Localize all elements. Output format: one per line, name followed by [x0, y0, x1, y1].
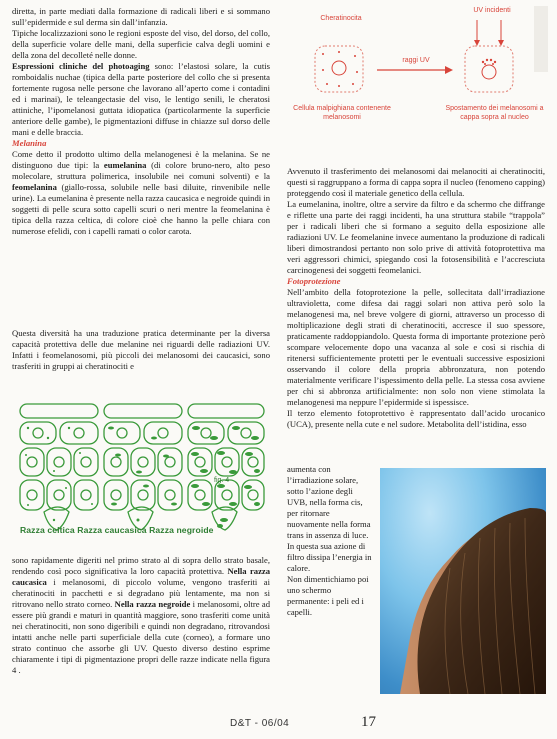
paragraph: Nell’ambito della fotoprotezione la pelle, sollecitata dall’irradiazione ultravioletta, come difesa dai raggi solari non attiva però solo la melanogenesi ma, nel breve volgere di giorni, attraverso un processo di moltiplicazione degli strati di cheratinociti, accresce il suo spessore, praticamente raddoppiandolo. Questa forma di importante protezione però scompare velocemente dopo una vacanza al sole e così si rischia di ritenersi sufficientemente protetti per le eventuali successive esposizioni osservando il colore della propria abbronzatura, non potendo materialmente verificare l’ispessimento della pelle. La stessa cosa avviene per chi si abbronza artificialmente: non solo non viene stimolata la melanogenesi ma neppure l’epidermide si ispessisce. — [287, 287, 545, 407]
left-column-top — [12, 6, 270, 237]
paragraph: Tipiche localizzazioni sono le regioni esposte del viso, del dorso, del collo, della superficie volare delle mani, della superficie calva degli uomini e della zona del decolleté nelle donne. — [12, 28, 270, 60]
paragraph-text: i melanosomi, oltre ad essere più grandi e maturi in quantità maggiore, sono trasferiti come unità nei cheratinociti, non sono digeribili e quindi non degradano, ritrovandosi intatti anche nelle parti superficiale della cute (corneo), a formare uno strato continuo che assorbe gli UV. Questo diverso destino esprime chiaramente i tipi di pigmentazione propri delle razze indicate nella figura 4 . — [12, 599, 270, 675]
hair-photo — [380, 468, 546, 694]
paragraph-text: i melanosomi, di piccolo volume, vengono trasferiti ai cheratinociti in pacchetti e si degradano più lentamente, ma non si ritrovano nello strato corneo. — [12, 577, 270, 609]
figure-label: fig. 4 — [214, 477, 230, 484]
paragraph: diretta, in parte mediati dalla formazione di radicali liberi e si sommano sull’epidermide e sul derma sin dall’infanzia. — [12, 6, 270, 27]
paragraph: In questa sua azione di filtro dissipa l’energia in calore. — [287, 541, 372, 573]
section-heading-melanina: Melanina — [12, 138, 47, 148]
paragraph: Il terzo elemento fotoprotettivo è rappresentato dall’acido urocanico (UCA), presente nella cute e nel sudore. Metabolita dell’istidina, esso — [287, 408, 545, 429]
paragraph-text: (di colore bruno-nero, alto peso molecolare, struttura polimerica, insolubile nei comuni solventi) e la — [12, 160, 270, 181]
paragraph-text: (giallo-rossa, solubile nelle basi diluite, rinvenibile nelle urine). La eumelanina è presente nella razza caucasica e negroide quindi in soggetti di pelle scura sotto capelli scuri o neri mentre la feomelanina è tipica della razza celtica, di colore cioè che hanno la pelle chiara con numerose efelidi, con i capelli ramati o color carota. — [12, 182, 270, 236]
figure-caption: Razza celtica Razza caucasica Razza negroide — [20, 525, 214, 535]
paragraph: La eumelanina, inoltre, oltre a servire da filtro e da schermo che diffrange e riflette una parte dei raggi incidenti, ha una struttura stabile “trappola” per i radicali liberi che si formano a seguito della esposizione alle radiazioni UV. Le feomelanine invece aumentano la produzione di radicali liberi dimostrandosi pertanto non solo prive di attività fotoprotettiva ma veri aggressori chimici, spiegando così la fotosensibilità e l’accresciuta carcinogenesi dei soggetti feomelanici. — [287, 199, 545, 275]
paragraph: Questa diversità ha una traduzione pratica determinante per la diversa capacità protettiva delle due melanine nei riguardi delle radiazioni UV. Infatti i feomelanosomi, più piccoli dei melanosomi dei caucasici, sono trasferiti in gruppi ai cheratinociti e — [12, 328, 270, 371]
paragraph: Non dimentichiamo poi uno schermo permanente: i peli ed i capelli. — [287, 574, 369, 617]
paragraph: aumenta con l’irradiazione solare, sotto l’azione degli UVB, nella forma cis, per ritornare nuovamente nella forma trans in assenza di luce. — [287, 464, 371, 540]
left-column-mid — [12, 328, 270, 372]
capping-diagram — [287, 4, 552, 154]
paragraph-text: Come detto il prodotto ultimo della melanogenesi è la melanina. Se ne distinguono due tipi: la — [12, 149, 270, 170]
page-number: 17 — [361, 714, 376, 730]
capping-diagram-graphic — [287, 4, 552, 154]
bold-term: eumelanina — [103, 160, 147, 170]
left-column-bottom — [12, 555, 270, 676]
footer-issue: D&T - 06/04 — [230, 718, 290, 729]
label-uv-incidenti: UV incidenti — [473, 7, 511, 14]
bold-term: Nella razza negroide — [114, 599, 191, 609]
caption-right-cell: Spostamento dei melanosomi a cappa sopra al nucleo — [445, 105, 544, 121]
bold-term: Nella razza caucasica — [12, 566, 270, 587]
paragraph — [12, 61, 270, 138]
caption-left-cell: Cellula malpighiana contenente melanosomi — [293, 105, 391, 121]
hair-illustration — [380, 468, 546, 694]
paragraph — [12, 149, 270, 237]
paragraph: Avvenuto il trasferimento dei melanosomi dai melanociti ai cheratinociti, questi si raggruppano a forma di cappa sopra il nucleo (fenomeno capping) proteggendo così il materiale genetico della cellula. — [287, 166, 545, 198]
section-heading-fotoprotezione: Fotoprotezione — [287, 276, 341, 286]
paragraph-text: sono: l’elastosi solare, la cutis romboidalis nuchae (tipica della parte posteriore del collo che si presenta fortemente rugosa nelle persone che lavorano all’aperto come i contadini ed i marinai), le teleangectasie del viso, le lentigo senili, le cheratosi attiniche, l’ipomelanosi guttata idiopatica (particolarmente la superficie anteriore delle gambe), le pigmentazioni diffuse in chiazze sul dorso delle mani e delle braccia. — [12, 61, 270, 137]
side-watermark-icon — [528, 4, 554, 74]
label-cheratinocita: Cheratinocita — [320, 15, 362, 22]
label-raggi-uv: raggi UV — [402, 57, 430, 64]
bold-term: Espressioni cliniche del photoaging — [12, 61, 150, 71]
paragraph — [12, 555, 270, 676]
bold-term: feomelanina — [12, 182, 57, 192]
right-column-main — [287, 166, 545, 430]
paragraph-text: sono rapidamente digeriti nel primo strato al di sopra dello strato basale, rendendo così poco significativa la loro capacità protettiva. — [12, 555, 270, 576]
right-column-narrow — [287, 464, 373, 618]
